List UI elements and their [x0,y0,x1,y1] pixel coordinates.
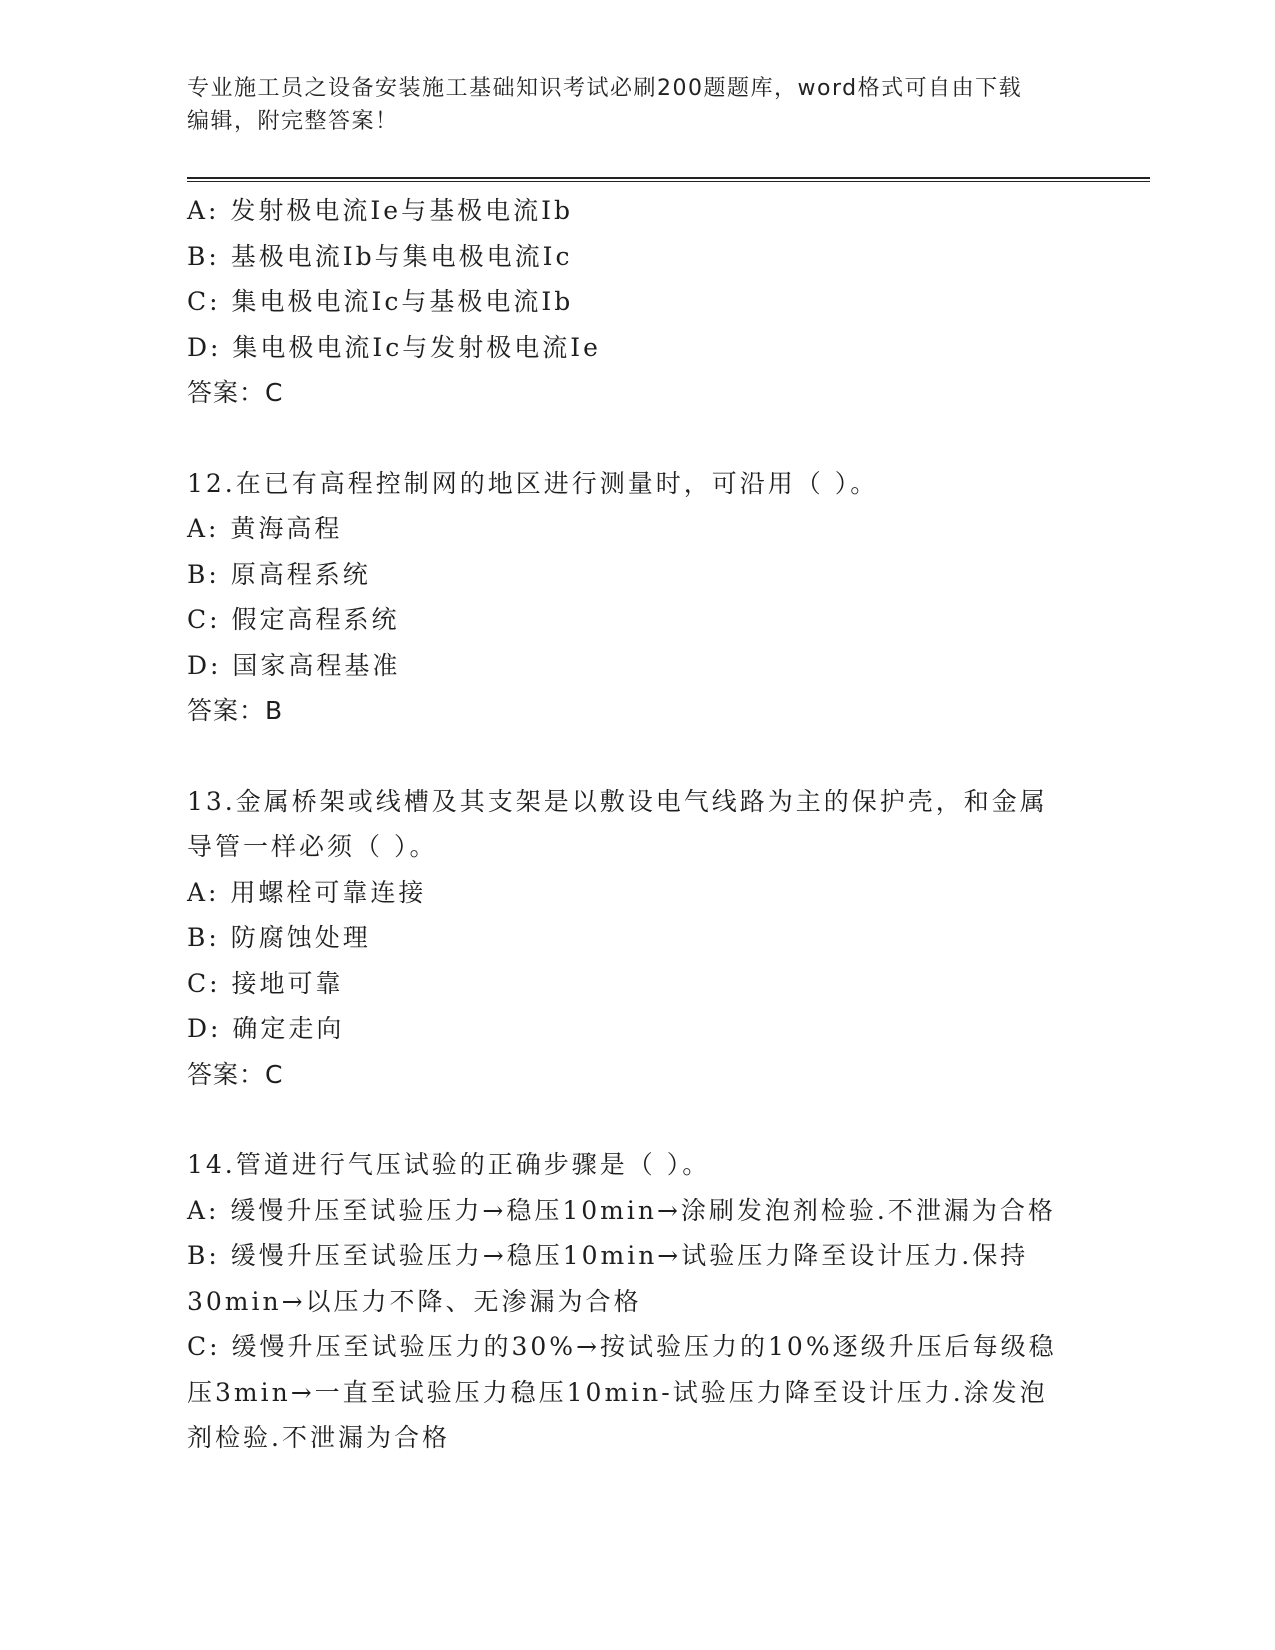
q14-option-b-line-2: 30min→以压力不降、无渗漏为合格 [187,1286,642,1316]
q11-option-d: D: 集电极电流Ic与发射极电流Ie [187,332,601,362]
q11-answer: 答案：C [187,378,284,407]
q11-option-a: A: 发射极电流Ie与基极电流Ib [187,196,573,225]
q13-answer: 答案：C [187,1059,284,1089]
header-title-line-2: 编辑，附完整答案！ [187,109,399,134]
q13-option-d: D: 确定走向 [187,1014,345,1043]
q14-title: 14.管道进行气压试验的正确步骤是（ ）。 [187,1150,711,1179]
question-content [187,188,1087,1461]
header-title-line-1: 专业施工员之设备安装施工基础知识考试必刷200题题库，word格式可自由下载 [187,76,1023,101]
question-12 [187,461,1087,734]
q12-answer: 答案：B [187,696,284,725]
q14-option-c-line-2: 压3min→一直至试验压力稳压10min-试验压力降至设计压力.涂发泡 [187,1377,1048,1407]
q13-option-c: C: 接地可靠 [187,968,344,998]
q14-option-c-line-1: C: 缓慢升压至试验压力的30%→按试验压力的10%逐级升压后每级稳 [187,1332,1057,1361]
q12-title: 12.在已有高程控制网的地区进行测量时，可沿用（ ）。 [187,468,879,498]
q13-title-line-1: 13.金属桥架或线槽及其支架是以敷设电气线路为主的保护壳，和金属 [187,786,1048,816]
header-divider-thin [187,181,1150,182]
q14-option-c-line-3: 剂检验.不泄漏为合格 [187,1423,450,1452]
q12-option-b: B: 原高程系统 [187,559,371,589]
q13-option-b: B: 防腐蚀处理 [187,923,371,952]
q11-option-b: B: 基极电流Ib与集电极电流Ic [187,241,573,271]
q12-option-d: D: 国家高程基准 [187,650,401,680]
page-header [187,72,1067,138]
q13-option-a: A: 用螺栓可靠连接 [187,877,427,907]
question-11 [187,188,1087,416]
q11-option-c: C: 集电极电流Ic与基极电流Ib [187,287,574,316]
q12-option-a: A: 黄海高程 [187,514,343,543]
question-13 [187,779,1087,1098]
q14-option-b-line-1: B: 缓慢升压至试验压力→稳压10min→试验压力降至设计压力.保持 [187,1241,1029,1270]
question-14 [187,1142,1087,1461]
q14-option-a: A: 缓慢升压至试验压力→稳压10min→涂刷发泡剂检验.不泄漏为合格 [187,1195,1056,1225]
q12-option-c: C: 假定高程系统 [187,605,400,634]
q13-title-line-2: 导管一样必须（ ）。 [187,832,438,861]
header-divider-thick [187,177,1150,179]
